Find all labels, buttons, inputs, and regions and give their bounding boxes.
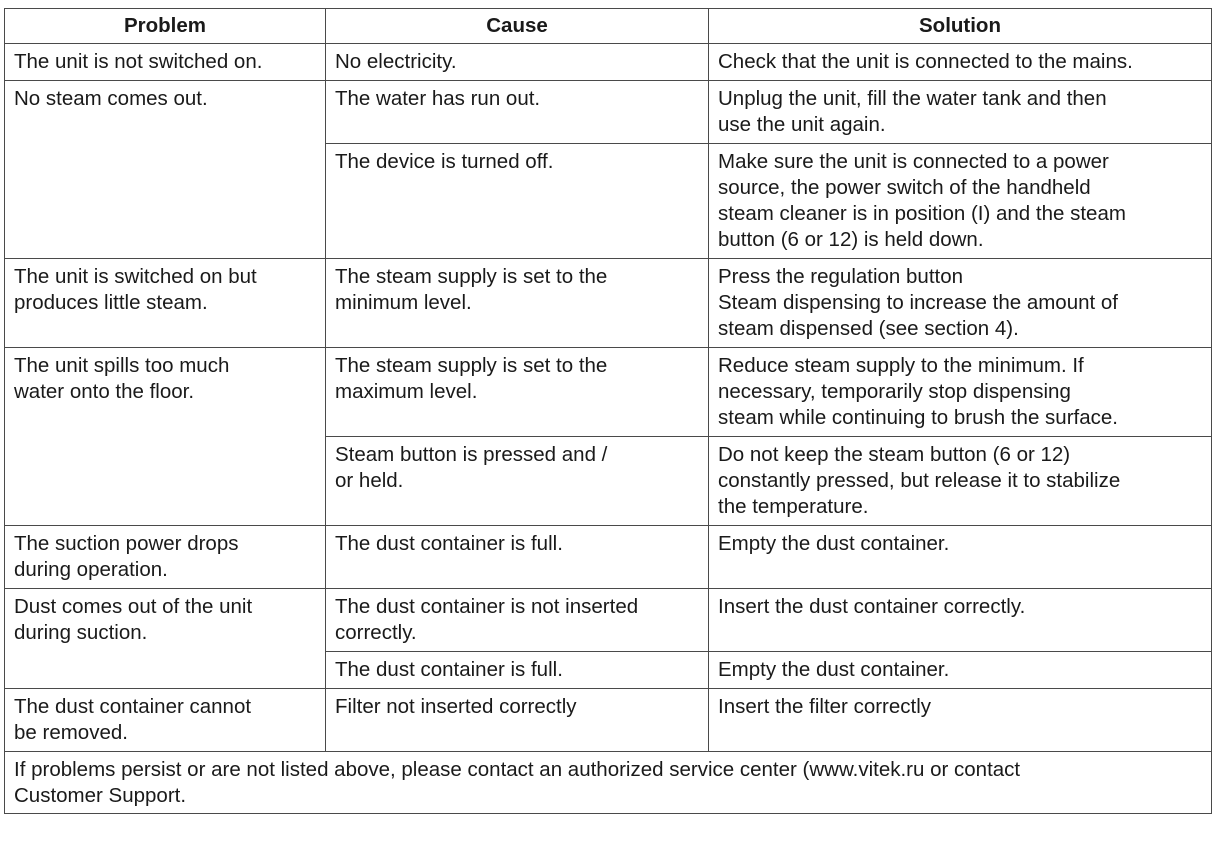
- cause-text: maximum level.: [335, 380, 478, 403]
- solution-text: the temperature.: [718, 495, 869, 518]
- footer-text: Customer Support.: [14, 784, 187, 807]
- problem-text: The unit is switched on but: [14, 265, 257, 288]
- problem-cell: [5, 348, 326, 526]
- solution-cell: [709, 652, 1212, 689]
- problem-text: during operation.: [14, 558, 168, 581]
- solution-text: Empty the dust container.: [718, 658, 950, 681]
- solution-text: Steam dispensing to increase the amount of: [718, 291, 1118, 314]
- solution-text: button (6 or 12) is held down.: [718, 228, 984, 251]
- solution-text: Unplug the unit, fill the water tank and then: [718, 87, 1107, 110]
- cause-cell: [326, 652, 709, 689]
- cause-text: No electricity.: [335, 50, 457, 73]
- problem-cell: [5, 259, 326, 348]
- solution-text: steam while continuing to brush the surface.: [718, 406, 1118, 429]
- cause-cell: [326, 81, 709, 144]
- cause-text: The steam supply is set to the: [335, 265, 608, 288]
- header-solution: Solution: [709, 9, 1212, 44]
- table-row: [5, 259, 1212, 348]
- cause-cell: [326, 689, 709, 752]
- solution-cell: [709, 589, 1212, 652]
- footer-text: If problems persist or are not listed above, please contact an authorized service center (www.vitek.ru or contact: [14, 758, 1021, 781]
- solution-text: Reduce steam supply to the minimum. If: [718, 354, 1084, 377]
- header-cause: Cause: [326, 9, 709, 44]
- cause-text: The steam supply is set to the: [335, 354, 608, 377]
- solution-text: Empty the dust container.: [718, 532, 950, 555]
- cause-text: The water has run out.: [335, 87, 541, 110]
- header-problem: Problem: [5, 9, 326, 44]
- solution-text: constantly pressed, but release it to stabilize: [718, 469, 1121, 492]
- solution-text: Check that the unit is connected to the mains.: [718, 50, 1133, 73]
- cause-text: Steam button is pressed and /: [335, 443, 608, 466]
- solution-text: Make sure the unit is connected to a power: [718, 150, 1109, 173]
- cause-text: The device is turned off.: [335, 150, 554, 173]
- problem-text: The unit spills too much: [14, 354, 230, 377]
- solution-text: Press the regulation button: [718, 265, 964, 288]
- table-header-row: [5, 9, 1212, 44]
- problem-cell: [5, 81, 326, 259]
- table-row: [5, 589, 1212, 652]
- problem-text: No steam comes out.: [14, 87, 208, 110]
- problem-text: be removed.: [14, 721, 128, 744]
- cause-cell: [326, 589, 709, 652]
- solution-text: use the unit again.: [718, 113, 886, 136]
- problem-text: The suction power drops: [14, 532, 239, 555]
- problem-cell: [5, 589, 326, 689]
- table-row: [5, 44, 1212, 81]
- solution-cell: [709, 81, 1212, 144]
- cause-cell: [326, 437, 709, 526]
- solution-text: Insert the filter correctly: [718, 695, 932, 718]
- solution-text: source, the power switch of the handheld: [718, 176, 1091, 199]
- table-row: [5, 348, 1212, 437]
- table-row: [5, 81, 1212, 144]
- problem-text: water onto the floor.: [14, 380, 195, 403]
- solution-cell: [709, 437, 1212, 526]
- cause-text: Filter not inserted correctly: [335, 695, 577, 718]
- cause-text: The dust container is not inserted: [335, 595, 639, 618]
- table-row: [5, 689, 1212, 752]
- troubleshooting-table: [4, 8, 1212, 814]
- solution-text: Do not keep the steam button (6 or 12): [718, 443, 1071, 466]
- cause-cell: [326, 44, 709, 81]
- solution-cell: [709, 44, 1212, 81]
- cause-text: or held.: [335, 469, 404, 492]
- footer-note: [5, 752, 1212, 814]
- solution-text: steam cleaner is in position (I) and the steam: [718, 202, 1126, 225]
- table-row: [5, 526, 1212, 589]
- solution-cell: [709, 259, 1212, 348]
- cause-cell: [326, 144, 709, 259]
- problem-text: Dust comes out of the unit: [14, 595, 253, 618]
- solution-cell: [709, 526, 1212, 589]
- cause-text: correctly.: [335, 621, 417, 644]
- footer-row: [5, 752, 1212, 814]
- cause-cell: [326, 259, 709, 348]
- cause-cell: [326, 526, 709, 589]
- solution-text: steam dispensed (see section 4).: [718, 317, 1019, 340]
- solution-cell: [709, 348, 1212, 437]
- solution-text: necessary, temporarily stop dispensing: [718, 380, 1071, 403]
- cause-text: The dust container is full.: [335, 532, 563, 555]
- solution-text: Insert the dust container correctly.: [718, 595, 1026, 618]
- cause-cell: [326, 348, 709, 437]
- problem-text: produces little steam.: [14, 291, 208, 314]
- solution-cell: [709, 144, 1212, 259]
- problem-text: during suction.: [14, 621, 148, 644]
- problem-text: The dust container cannot: [14, 695, 252, 718]
- problem-text: The unit is not switched on.: [14, 50, 263, 73]
- problem-cell: [5, 526, 326, 589]
- cause-text: The dust container is full.: [335, 658, 563, 681]
- cause-text: minimum level.: [335, 291, 472, 314]
- solution-cell: [709, 689, 1212, 752]
- problem-cell: [5, 44, 326, 81]
- problem-cell: [5, 689, 326, 752]
